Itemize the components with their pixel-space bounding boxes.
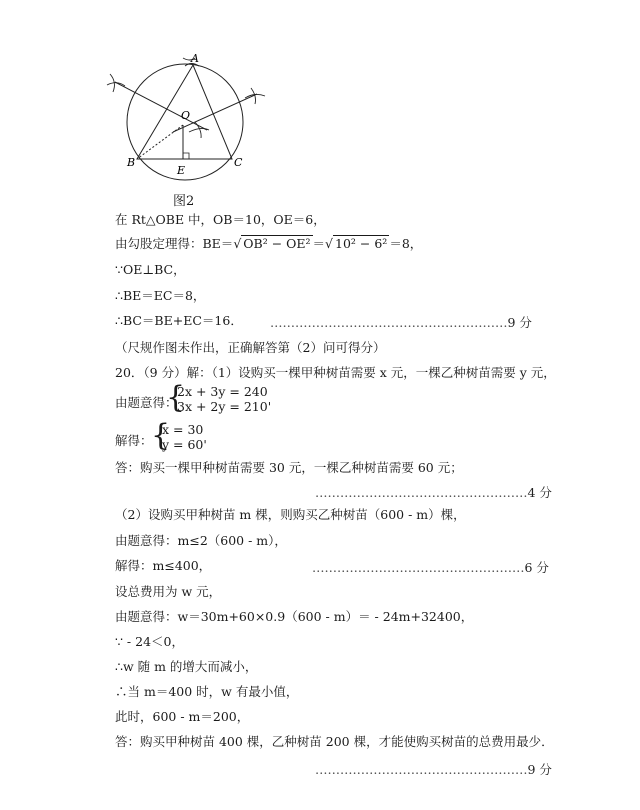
right-angle-mark	[183, 153, 189, 159]
text-line-1: 在 Rt△OBE 中，OB＝10，OE＝6，	[115, 212, 326, 227]
text-line-14: 设总费用为 w 元，	[115, 584, 222, 599]
text-line-9-prefix: 解得：	[115, 433, 153, 448]
score-line-10: ……………………………………………4 分	[315, 485, 552, 500]
score-line-20: ……………………………………………9 分	[315, 762, 552, 777]
label-o: O	[181, 109, 191, 122]
text-line-12: 由题意得：m≤2（600 - m），	[115, 533, 287, 548]
label-c: C	[234, 156, 243, 169]
text-line-15: 由题意得：w＝30m+60×0.9（600 - m）＝ - 24m+32400，	[115, 609, 474, 624]
equation-2a: x = 30	[162, 422, 204, 437]
text-line-2: 由勾股定理得：BE＝√ OB² − OE² ＝√ 10² − 6² ＝8，	[115, 236, 423, 251]
text-line-20: 答：购买甲种树苗 400 棵，乙种树苗 200 棵，才能使购买树苗的总费用最少．	[115, 734, 554, 749]
text-line-18: ∴当 m＝400 时，w 有最小值，	[115, 684, 299, 699]
label-e: E	[177, 164, 186, 177]
text-line-8-prefix: 由题意得：	[115, 395, 178, 410]
equation-1a: 2x + 3y = 240	[177, 384, 268, 399]
pythagoras-suffix: ＝8，	[389, 236, 423, 251]
text-line-17: ∴w 随 m 的增大而减小，	[115, 659, 258, 674]
label-a: A	[191, 52, 199, 65]
text-line-10: 答：购买一棵甲种树苗需要 30 元，一棵乙种树苗需要 60 元；	[115, 460, 463, 475]
equation-2b: y = 60'	[162, 437, 207, 452]
pythagoras-prefix: 由勾股定理得：BE＝	[115, 236, 234, 251]
equation-system-2	[162, 422, 207, 452]
score-line-13: ……………………………………………6 分	[312, 560, 549, 575]
sqrt-expression-1: OB² − OE²	[243, 236, 311, 251]
figure-caption: 图2	[173, 194, 195, 209]
text-line-5: ∴BC＝BE+EC＝16．	[115, 313, 243, 328]
text-line-19: 此时，600 - m＝200，	[115, 709, 250, 724]
segment-ob-dashed	[137, 125, 183, 159]
arc-mark-1	[107, 74, 125, 92]
text-line-4: ∴BE＝EC＝8，	[115, 288, 206, 303]
label-b: B	[127, 156, 136, 169]
circumscribed-circle	[127, 64, 243, 180]
arc-mark-2	[245, 88, 265, 104]
system-brace-1: {	[166, 380, 186, 415]
geometry-figure	[105, 52, 275, 212]
sqrt-expression-2: 10² − 6²	[335, 236, 388, 251]
text-line-11: （2）设购买甲种树苗 m 棵，则购买乙种树苗（600 - m）棵，	[115, 507, 466, 522]
text-line-13: 解得：m≤400，	[115, 558, 212, 573]
equation-system-1	[177, 384, 271, 414]
text-line-3: ∵OE⊥BC，	[115, 262, 186, 277]
text-line-7: 20．（9 分）解：（1）设购买一棵甲种树苗需要 x 元，一棵乙种树苗需要 y 元，	[115, 365, 556, 380]
score-line-5: …………………………………………………9 分	[270, 315, 532, 330]
text-line-6: （尺规作图未作出，正确解答第（2）问可得分）	[115, 340, 386, 355]
pythagoras-mid: ＝	[312, 236, 326, 251]
system-brace-2: {	[151, 418, 171, 453]
equation-1b: 3x + 2y = 210'	[177, 399, 272, 414]
text-line-16: ∵ - 24＜0，	[115, 634, 184, 649]
